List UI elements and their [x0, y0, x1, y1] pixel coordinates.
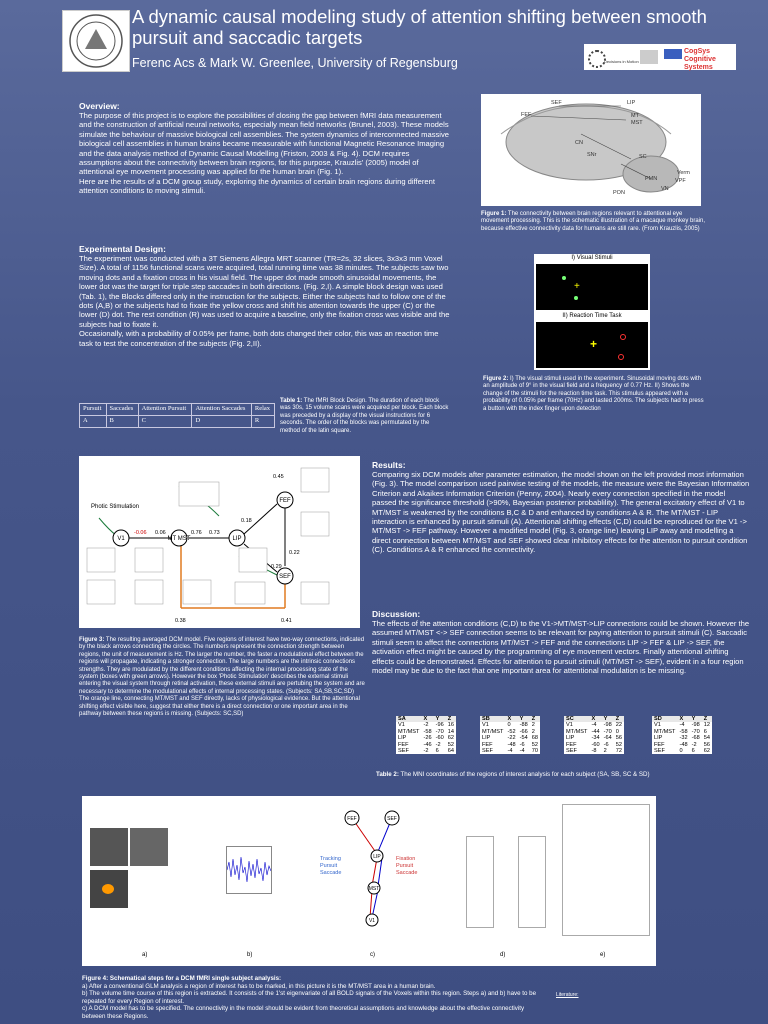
mni-cell: -60: [591, 741, 600, 748]
mni-col: X: [506, 716, 518, 722]
mni-cell: -2: [435, 741, 441, 748]
time-course-plot: [226, 846, 272, 894]
mni-cell: -44: [591, 728, 600, 735]
mni-cell: -88: [519, 722, 528, 729]
weight-label: 0.18: [241, 518, 252, 524]
node-lip: LIP: [232, 536, 242, 542]
weight-label: 0.29: [271, 564, 282, 570]
mni-col: X: [422, 716, 434, 722]
mni-cell: -4: [519, 748, 525, 755]
mni-subject: SC: [564, 716, 590, 722]
table1-caption: [280, 398, 450, 435]
fig2-panel2-title: II) Reaction Time Task: [562, 313, 622, 319]
table1-header: Saccades: [106, 404, 138, 416]
mni-col: Z: [702, 716, 712, 722]
mni-cell: 0: [679, 748, 683, 755]
figure4-dcm-steps: [82, 796, 656, 966]
mni-cell: -4: [507, 748, 513, 755]
weight-label: 0.45: [273, 474, 284, 480]
fig1-label-mt: MT: [631, 113, 639, 119]
mni-cell: LIP: [566, 735, 575, 742]
fig1-label-snr: SNr: [587, 152, 597, 158]
logo-text-1: Decisions in Motion: [604, 59, 639, 64]
mni-cell: LIP: [654, 735, 663, 742]
mni-subject: SB: [480, 716, 506, 722]
mni-cell: 70: [531, 748, 538, 755]
figure1-caption: [481, 211, 705, 233]
overview-heading: Overview:: [79, 101, 120, 111]
upper-dot-red-icon: [620, 334, 626, 340]
mni-cell: V1: [482, 722, 489, 729]
weight-label: 0.76: [191, 530, 202, 536]
discussion-heading: Discussion:: [372, 609, 421, 619]
mni-cell: LIP: [398, 735, 407, 742]
mni-col: Y: [602, 716, 614, 722]
figure4-caption-label: Figure 4:: [82, 975, 109, 982]
fig4-label-e: e): [600, 952, 606, 958]
mni-cell: -6: [519, 741, 525, 748]
mni-cell: 14: [447, 728, 454, 735]
mni-col: X: [590, 716, 602, 722]
figure4-caption-title: Schematical steps for a DCM fMRI single subject analysis:: [109, 975, 282, 982]
table1-header: Attention Pursuit: [138, 404, 192, 416]
lower-dot-red-icon: [618, 354, 624, 360]
fig1-label-verm: Verm: [677, 170, 690, 176]
fig4-node-fef: FEF: [347, 816, 357, 822]
fig4-node-mst: MST: [368, 886, 380, 892]
mni-col: Y: [518, 716, 530, 722]
discussion-text: The effects of the attention conditions (C,D) to the V1->MT/MST->LIP connections could be shown. However the assumed MT/MST <-> SEF connection seems to be relevant for paying attention to pursuit stimuli (C). Saccadic stimuli seem to affect the connections MT/MST -> FEF and the connections LIP -> FEF & LIP -> SEF, the activation effect might be caused by the programming of eye movement vectors. Finally attentional shifting effects could be demonstrated. Effects for attention to pursuit stimuli (MT/MST -> SEF), evident in a four region model may be due to the fact that one important area for attentional modulation is be missing.: [372, 619, 750, 676]
fig1-label-fef: FEF: [521, 112, 532, 118]
mni-table-sc: [564, 716, 624, 754]
mni-cell: 2: [531, 728, 535, 735]
mni-cell: SEF: [482, 748, 493, 755]
fig1-label-lip: LIP: [627, 100, 636, 106]
weight-label: 0.06: [155, 530, 166, 536]
photic-stimulation-label: Photic Stimulation: [91, 504, 140, 510]
fig1-label-sc: SC: [639, 154, 647, 160]
fig4-label-a: a): [142, 952, 148, 958]
results-text: Comparing six DCM models after parameter estimation, the model shown on the left provided most information (Fig. 3). The model comparison used pairwise testing of the models, the measure were the Bayesian Information Criterion and Akaikes Information Criterion (Penny, 2004). Nearly every connection specified in the model passed the significance threshold (>90%, Bayesian posterior probablility). The general excitatory effect of V1 to MT/MST is weakened by the conditions B,C & D and enhanced by conditions A & R. The MT/MST - LIP interaction is enhanced by pursuit stimuli (A). Attentional shifting effects (C,D) could be reproduced for the V1 -> MT/MST -> FEF pathway. However a modified model (Fig. 3, orange line) leaving LIP away and modelling a direct connection between MT/MST and SEF showed clear inhibitory effects for the attention to pursuit condition (C). Conditions A & R enhanced the connectivity.: [372, 470, 750, 555]
mni-cell: -8: [591, 748, 597, 755]
sponsor-logos: [584, 44, 736, 70]
results-heading: Results:: [372, 460, 406, 470]
mni-cell: 54: [703, 735, 710, 742]
mni-cell: -66: [519, 728, 528, 735]
mni-cell: 0: [507, 722, 511, 729]
activation-blob: [102, 884, 114, 894]
mni-cell: -26: [423, 735, 432, 742]
fig4-label-d: d): [500, 952, 506, 958]
mni-cell: -48: [679, 741, 688, 748]
mni-cell: 56: [615, 735, 622, 742]
brain-slice-3: [90, 870, 128, 908]
block-design-table: [79, 403, 275, 428]
figure4-line-c: c) A DCM model has to be specified. The connectivity in the model should be evident from theoretical assumptions and knowledge about the effective connectivity between these Regions.: [82, 1005, 525, 1020]
design-text-2: Occasionally, with a probability of 0.05% per frame, both dots changed their color, this was an reaction time task to test the concentration of the subjects (Fig. 2,II).: [79, 329, 439, 348]
fig1-label-vpf: VPF: [675, 178, 686, 184]
mni-cell: 2: [603, 748, 607, 755]
mni-cell: -34: [591, 735, 600, 742]
mni-cell: MT/MST: [482, 728, 504, 735]
figure4-line-a: a) After a conventional GLM analysis a region of interest has to be marked, in this picture it is the MT/MST area in a human brain.: [82, 982, 436, 990]
mni-cell: 6: [703, 728, 707, 735]
mni-cell: -96: [435, 722, 444, 729]
mni-cell: -6: [603, 741, 609, 748]
node-v1: V1: [117, 536, 125, 542]
mni-cell: 62: [703, 748, 710, 755]
university-seal: [62, 10, 130, 72]
mni-cell: SEF: [654, 748, 665, 755]
mni-cell: 72: [615, 748, 622, 755]
mni-tables: [396, 716, 716, 768]
mni-cell: 16: [447, 722, 454, 729]
weight-label: 0.73: [209, 530, 220, 536]
overview-text-2: Here are the results of a DCM group study, exploring the dynamics of certain brain regions during different attention conditions to moving stimuli.: [79, 176, 435, 196]
mni-cell: MT/MST: [398, 728, 420, 735]
eu-flag-icon: [664, 49, 682, 59]
mni-subject: SD: [652, 716, 678, 722]
fig1-label-vn: VN: [661, 186, 669, 192]
mni-cell: 52: [447, 741, 454, 748]
figure3-caption: [79, 637, 365, 718]
mni-cell: -98: [691, 722, 700, 729]
mni-cell: -98: [603, 722, 612, 729]
fig1-label-pmn: PMN: [645, 176, 658, 182]
mni-cell: 6: [435, 748, 439, 755]
fig2-visual-stimuli: [536, 264, 648, 310]
mni-table-sa: [396, 716, 456, 754]
fig4-label-c: c): [370, 952, 375, 958]
fig4-d-grids: [466, 836, 494, 928]
figure1-brain-diagram: [481, 94, 701, 206]
table1-cell: A: [80, 416, 107, 428]
mni-cell: FEF: [566, 741, 577, 748]
mni-cell: -2: [691, 741, 697, 748]
mni-col: Z: [446, 716, 456, 722]
mni-cell: 68: [531, 735, 538, 742]
table2-caption-label: Table 2:: [376, 771, 399, 778]
overview-text: The purpose of this project is to explore the possibilities of closing the gap between fMRI data measurement and the construction of artificial neural networks, especially mean field networks (Brunel, 2003). These models simulate the behaviour of massive biological cell assemblies. The system dynamics of interconnected massive biological cell assemblies in human brains became measurable with functional Magnetic Resonance Imaging and the data analysis method of Dynamic Causal Modelling (Friston, 2003 & Fig. 4). DCM requires assumptions about the connectivity between brain regions, for this purpose, Krauzlis' (2005) model of attentional eye movement processing was applied for the human brain (Fig. 1).: [79, 111, 450, 177]
figure4-line-b: b) The volume time course of this region is extracted. It consists of the 1'st eigenvariate of all BOLD signals of the Voxels within this region. Steps a) and b) have to be repeated for every Region of interest.: [82, 990, 537, 1005]
fig2-panel1-title: I) Visual Stimuli: [571, 255, 613, 261]
figure1-caption-label: Figure 1:: [481, 211, 507, 217]
fig4-node-lip: LIP: [373, 854, 381, 860]
mni-cell: 56: [703, 741, 710, 748]
mni-cell: -70: [603, 728, 612, 735]
mni-cell: 6: [691, 748, 695, 755]
emblem-icon: [640, 50, 658, 64]
mni-col: Y: [434, 716, 446, 722]
logo-text-2: CogSys Cognitive Systems: [684, 48, 716, 71]
table1-cell: R: [251, 416, 274, 428]
table1-cell: B: [106, 416, 138, 428]
mni-cell: MT/MST: [566, 728, 588, 735]
fig4-node-sef: SEF: [387, 816, 397, 822]
mni-table-sb: [480, 716, 540, 754]
mni-cell: 22: [615, 722, 622, 729]
mni-cell: FEF: [482, 741, 493, 748]
design-heading: Experimental Design:: [79, 244, 166, 254]
mni-cell: -70: [691, 728, 700, 735]
fixation-cross-icon: +: [590, 337, 598, 351]
mni-cell: -4: [679, 722, 685, 729]
table2-caption: [376, 771, 756, 778]
mni-cell: -32: [679, 735, 688, 742]
weight-label: 0.41: [281, 618, 292, 624]
figure2-caption-text: I) The visual stimuli used in the experiment. Sinusoidal moving dots with an amplitude of 9° in the visual field and a frequency of 0.77 Hz. II) Shows the change of the stimuli for the reaction time task. This stimulus appeared with a probability of 0.05% per frame (70Hz) and lasted 200ms. The subjects had to press a button with the index finger upon detection: [483, 376, 704, 412]
figure3-caption-text-2: The orange line, connecting MT/MST and SEF directly, lacks of physiological evidence. But the attentional shifting effect visible here, suggest that either there is a direct connection or one important area in the pathway between these regions is missing. (Subjects: SC,SD): [79, 696, 360, 718]
mni-cell: 62: [447, 735, 454, 742]
poster-authors: Ferenc Acs & Mark W. Greenlee, University of Regensburg: [132, 56, 458, 70]
mni-cell: -54: [519, 735, 528, 742]
mni-cell: 0: [615, 728, 619, 735]
fig4-node-v1: V1: [368, 918, 376, 924]
mni-col: Y: [690, 716, 702, 722]
poster-title: A dynamic causal modeling study of attention shifting between smooth pursuit and saccadic targets: [132, 6, 707, 48]
figure3-caption-text: The resulting averaged DCM model. Five regions of interest have two-way connections, indicated by the black arrows connecting the circles. The numbers represent the connection strength between regions, the unit of measurement is Hz. The larger the number, the faster a modulational effect between the regions will propagate, indicating a stronger connection. The large numbers are the intrinsic connections strengths. They are modulated by the different conditions affecting the internal processing state of the system (boxes with green arrows). However the box 'Photic Stimulation' describes the external stimuli entering the visual system through retinal activation, these external stimuli are pertubing the system and are necessary to determine the modulational effects of internal processing states. (Subjects: SA,SB,SC,SD): [79, 637, 365, 695]
fig1-label-cn: CN: [575, 140, 583, 146]
mni-cell: -2: [423, 748, 429, 755]
figure2-caption-label: Figure 2:: [483, 376, 509, 382]
lower-dot-icon: [574, 296, 578, 300]
mni-cell: 12: [703, 722, 710, 729]
mni-cell: -58: [679, 728, 688, 735]
mni-table-sd: [652, 716, 712, 754]
mni-col: X: [678, 716, 690, 722]
mni-cell: FEF: [654, 741, 665, 748]
mni-cell: -60: [435, 735, 444, 742]
mni-cell: MT/MST: [654, 728, 676, 735]
figure3-caption-label: Figure 3:: [79, 637, 105, 643]
mni-cell: FEF: [398, 741, 409, 748]
figure2-panel: [534, 254, 650, 370]
table1-cell: D: [192, 416, 251, 428]
mni-col: Z: [614, 716, 624, 722]
mni-cell: -4: [591, 722, 597, 729]
figure1-caption-text: The connectivity between brain regions relevant to attentional eye movement processing. This is the schematic illustration of a macaque monkey brain, because effective connectivity data for humans are still rare. (From Krauzlis, 2005): [481, 211, 705, 232]
fig4-e-plots: [562, 804, 650, 936]
weight-label: -0.06: [134, 530, 147, 536]
figure2-caption: [483, 376, 707, 413]
fig4-tracking-label: Tracking Pursuit Saccade: [320, 856, 342, 876]
mni-cell: 64: [447, 748, 454, 755]
mni-cell: -2: [423, 722, 429, 729]
fig1-label-mst: MST: [631, 120, 643, 126]
table1-header: Attention Saccades: [192, 404, 251, 416]
table1-caption-text: The fMRI Block Design. The duration of each block was 30s, 15 volume scans were acquired per block. Each block was preceded by a display of the visual instructions for 6 seconds. The order of the blocks was permutated by the method of the latin square.: [280, 398, 449, 434]
fig4-d-grids-2: [518, 836, 546, 928]
mni-cell: -64: [603, 735, 612, 742]
table1-caption-label: Table 1:: [280, 398, 303, 404]
fig4-fixation-label: Fixation Pursuit Saccade: [396, 856, 418, 876]
node-fef: FEF: [279, 498, 291, 504]
fig4-label-b: b): [247, 952, 253, 958]
mni-cell: 2: [531, 722, 535, 729]
table2-caption-text: The MNI coordinates of the regions of interest analysis for each subject (SA, SB, SC & SD): [400, 771, 650, 778]
node-mt-mst: MT MST: [167, 536, 191, 542]
brain-slice-1: [90, 828, 128, 866]
fig1-label-pon: PON: [613, 190, 625, 196]
mni-subject: SA: [396, 716, 422, 722]
table1-header: Relax: [251, 404, 274, 416]
mni-cell: -58: [423, 728, 432, 735]
weight-label: 0.22: [289, 550, 300, 556]
fig1-label-sef: SEF: [551, 100, 562, 106]
brain-slice-2: [130, 828, 168, 866]
mni-cell: -68: [691, 735, 700, 742]
mni-cell: -52: [507, 728, 516, 735]
table1-cell: C: [138, 416, 192, 428]
mni-cell: 52: [615, 741, 622, 748]
mni-cell: 52: [531, 741, 538, 748]
mni-cell: LIP: [482, 735, 491, 742]
table1-header: Pursuit: [80, 404, 107, 416]
fixation-cross-icon: +: [574, 281, 580, 292]
weight-label: 0.38: [175, 618, 186, 624]
mni-cell: V1: [654, 722, 661, 729]
figure3-dcm-model: [79, 456, 360, 628]
mni-cell: V1: [398, 722, 405, 729]
mni-cell: -70: [435, 728, 444, 735]
upper-dot-icon: [562, 276, 566, 280]
figure4-caption: [82, 975, 542, 1021]
mni-cell: -22: [507, 735, 516, 742]
fig2-reaction-task: [536, 322, 648, 368]
design-text: The experiment was conducted with a 3T Siemens Allegra MRT scanner (TR=2s, 32 slices, 3x3x3 mm Voxel Size). A total of 1156 functional scans were acquired, total running time was 38 minutes. The subjects saw two moving dots and a fixation cross in his visual field. The upper dot made smooth sinusoidal movements, the lower dot was the target for triple step saccades in both directions. (Fig. 2,I). A simple block design was used (Tab. 1), the Blocks differed only in the instruction for the subjects. Either the subjects had to follow one of the dots (A,B) or the subjects had to fixate the yellow cross and shift his attention towards the upper (C) or the lower (D) dot. The rest condition (R) was used to acquire a baseline, only the fixation cross was visible and the subjects had to fixate it.: [79, 254, 450, 329]
mni-cell: V1: [566, 722, 573, 729]
mni-cell: -46: [423, 741, 432, 748]
node-sef: SEF: [279, 574, 291, 580]
mni-col: Z: [530, 716, 540, 722]
mni-cell: -48: [507, 741, 516, 748]
mni-cell: SEF: [566, 748, 577, 755]
mni-cell: SEF: [398, 748, 409, 755]
literature-heading: Literature:: [556, 992, 579, 998]
